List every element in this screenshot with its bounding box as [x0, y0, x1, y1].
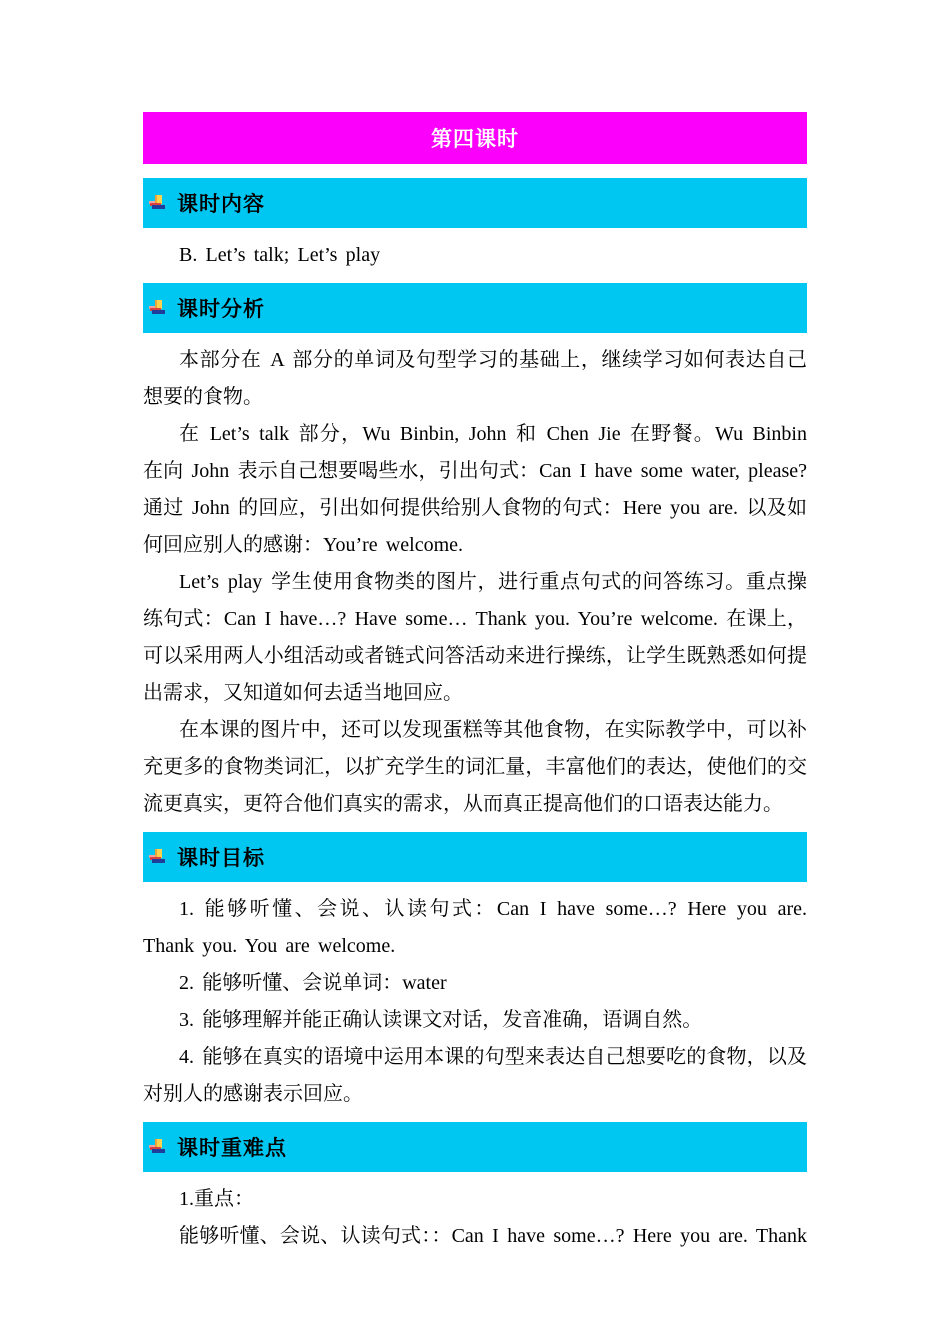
section-header-lesson-analysis — [143, 283, 807, 333]
paragraph: 2. 能够听懂、会说单词：water — [179, 972, 447, 994]
paragraph: 3. 能够理解并能正确认读课文对话，发音准确，语调自然。 — [179, 1009, 703, 1031]
section-heading: 课时内容 — [177, 193, 265, 216]
section-heading: 课时重难点 — [177, 1137, 287, 1160]
mini-book-bullet-icon — [149, 195, 166, 212]
mini-book-bullet-icon — [149, 1139, 166, 1156]
paragraph: 在 Let’s talk 部分，Wu Binbin, John 和 Chen Jie 在野餐。Wu Binbin 在向 John 表示自己想要喝些水，引出句式：Can I have some water, please? 通过 John 的回应，引出如何提供给别人食物的句式：Here you are. 以及如何回应别人的感谢：You’re welcome. — [143, 423, 807, 556]
paragraph: Let’s play 学生使用食物类的图片，进行重点句式的问答练习。重点操练句式：Can I have…? Have some… Thank you. You’re welcome. 在课上，可以采用两人小组活动或者链式问答活动来进行操练，让学生既熟悉如何提出需求，又知道如何去适当地回应。 — [143, 571, 807, 704]
section-header-lesson-key-points — [143, 1122, 807, 1172]
section-heading: 课时目标 — [177, 847, 265, 870]
chapter-title: 第四课时 — [431, 128, 519, 151]
paragraph: 能够听懂、会说、认读句式：：Can I have some…? Here you are. Thank — [179, 1225, 807, 1247]
paragraph: 4. 能够在真实的语境中运用本课的句型来表达自己想要吃的食物，以及对别人的感谢表示回应。 — [143, 1046, 807, 1105]
section-header-lesson-content — [143, 178, 807, 228]
paragraph: 1. 能够听懂、会说、认读句式：Can I have some…? Here you are. Thank you. You are welcome. — [143, 898, 807, 957]
paragraph: 本部分在 A 部分的单词及句型学习的基础上，继续学习如何表达自己想要的食物。 — [143, 349, 807, 408]
paragraph: 在本课的图片中，还可以发现蛋糕等其他食物，在实际教学中，可以补充更多的食物类词汇，以扩充学生的词汇量，丰富他们的表达，使他们的交流更真实，更符合他们真实的需求，从而真正提高他们的口语表达能力。 — [143, 719, 807, 815]
paragraph: B. Let’s talk; Let’s play — [179, 244, 381, 266]
section-header-lesson-goals — [143, 832, 807, 882]
paragraph: 1.重点： — [179, 1188, 254, 1210]
chapter-title-bar — [143, 112, 807, 164]
section-heading: 课时分析 — [177, 298, 265, 321]
mini-book-bullet-icon — [149, 849, 166, 866]
mini-book-bullet-icon — [149, 300, 166, 317]
